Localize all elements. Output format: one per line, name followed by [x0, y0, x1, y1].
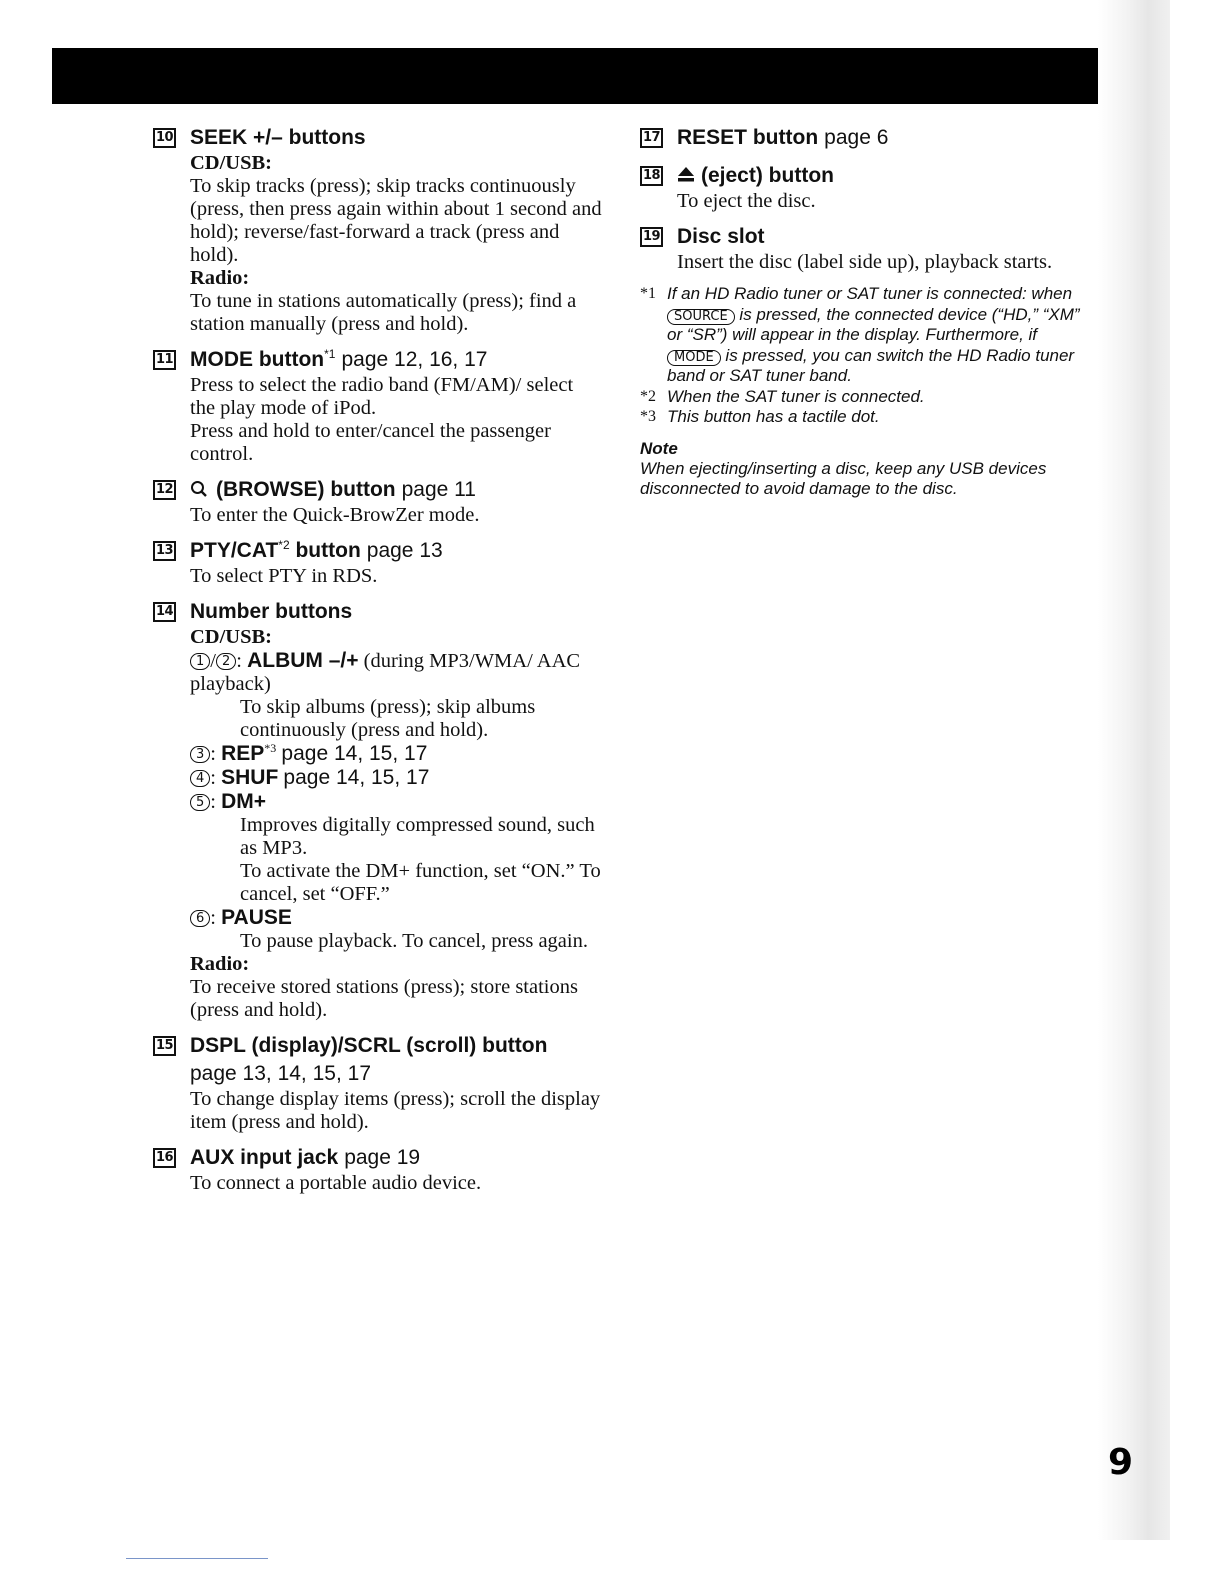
item-title: (eject) button	[701, 164, 834, 187]
item-pty-cat-button	[153, 537, 603, 588]
item-number: 13	[153, 541, 176, 561]
dm-text: To activate the DM+ function, set “ON.” To cancel, set “OFF.”	[240, 860, 601, 905]
eject-icon	[677, 166, 695, 183]
dm-line: 5 : DM+	[190, 790, 603, 814]
header-bar	[52, 48, 1098, 104]
item-number: 19	[640, 227, 663, 247]
radio-text: To tune in stations automatically (press); find a station manually (press and hold).	[190, 290, 577, 335]
page-edge-shading	[1098, 0, 1170, 1540]
item-title: Number buttons	[190, 600, 353, 623]
item-title: RESET button	[677, 126, 819, 149]
item-eject-button	[640, 162, 1085, 213]
item-title: (BROWSE) button	[216, 478, 396, 501]
mode-button-glyph: MODE	[667, 350, 721, 366]
item-title: MODE button	[190, 348, 325, 371]
footnote-2	[640, 387, 1085, 408]
source-button-glyph: SOURCE	[667, 309, 735, 325]
item-number: 16	[153, 1148, 176, 1168]
item-title: Disc slot	[677, 225, 765, 248]
page-ref: page 19	[344, 1146, 421, 1169]
cd-usb-label: CD/USB:	[190, 626, 273, 648]
album-text: (during MP3/WMA/ AAC playback)	[190, 650, 581, 695]
pause-label: PAUSE	[221, 906, 292, 929]
footnote-ref: *3	[264, 741, 277, 755]
shuf-label: SHUF	[221, 766, 279, 789]
item-number-buttons	[153, 598, 603, 1022]
item-seek-buttons	[153, 124, 603, 336]
page-ref: page 11	[401, 478, 476, 501]
search-icon	[190, 480, 208, 498]
page-number: 9	[1108, 1442, 1133, 1483]
item-text: To connect a portable audio device.	[190, 1172, 482, 1194]
item-title-suffix: button	[295, 539, 361, 562]
item-text: To change display items (press); scroll the display item (press and hold).	[190, 1088, 601, 1133]
item-number: 18	[640, 166, 663, 186]
right-column	[640, 124, 1085, 500]
item-disc-slot	[640, 223, 1085, 274]
footnote-text: When the SAT tuner is connected.	[667, 386, 925, 406]
footnote-ref: *2	[278, 538, 290, 552]
item-mode-button	[153, 346, 603, 466]
radio-text: To receive stored stations (press); store stations (press and hold).	[190, 976, 578, 1021]
footnote-ref: *1	[324, 347, 336, 361]
item-number: 14	[153, 602, 176, 622]
item-reset-button	[640, 124, 1085, 152]
pause-line: 6 : PAUSE	[190, 906, 603, 930]
footnote-text: is pressed, the connected device (“HD,” “XM” or “SR”) will appear in the display. Furthermore, if	[667, 304, 1080, 344]
item-browse-button	[153, 476, 603, 527]
page-ref: page 14, 15, 17	[283, 766, 430, 789]
item-text: To eject the disc.	[677, 190, 816, 212]
note-text: When ejecting/inserting a disc, keep any USB devices disconnected to avoid damage to the disc.	[640, 458, 1047, 498]
item-aux-input-jack	[153, 1144, 603, 1195]
item-number: 17	[640, 128, 663, 148]
page-ref: page 13, 14, 15, 17	[190, 1062, 371, 1085]
item-text: To enter the Quick-BrowZer mode.	[190, 504, 480, 526]
key-1: 1	[190, 653, 210, 670]
item-number: 11	[153, 350, 176, 370]
shuf-line: 4 : SHUF page 14, 15, 17	[190, 766, 603, 790]
item-text: Press to select the radio band (FM/AM)/ select the play mode of iPod.	[190, 374, 574, 419]
bottom-rule	[126, 1558, 268, 1559]
item-number: 10	[153, 128, 176, 148]
album-line: 1 / 2 : ALBUM –/+ (during MP3/WMA/ AAC playback)	[190, 649, 581, 695]
footnote-mark: *2	[640, 387, 656, 405]
footnote-text: This button has a tactile dot.	[667, 407, 880, 426]
item-text: To select PTY in RDS.	[190, 565, 378, 587]
rep-line: 3 : REP$^{*3}$ page 14, 15, 17	[190, 742, 603, 766]
item-number: 15	[153, 1036, 176, 1056]
key-2: 2	[216, 653, 236, 670]
album-desc: To skip albums (press); skip albums continuously (press and hold).	[240, 696, 536, 741]
radio-label: Radio:	[190, 953, 250, 975]
left-column	[153, 124, 603, 1205]
cd-usb-label: CD/USB:	[190, 152, 273, 174]
item-title: AUX input jack	[190, 1146, 339, 1169]
page-ref: page 12, 16, 17	[341, 348, 488, 371]
footnote-mark: *3	[640, 408, 656, 425]
pause-text: To pause playback. To cancel, press again.	[240, 930, 588, 952]
item-dspl-scrl-button	[153, 1032, 603, 1134]
footnote-1	[640, 284, 1085, 387]
page-ref: page 6	[824, 126, 889, 149]
key-3: 3	[190, 746, 210, 763]
note-title: Note	[640, 438, 678, 458]
item-title: SEEK +/– buttons	[190, 126, 366, 149]
radio-label: Radio:	[190, 267, 250, 289]
key-4: 4	[190, 770, 210, 787]
key-5: 5	[190, 794, 210, 811]
item-text: Press and hold to enter/cancel the passenger control.	[190, 420, 551, 465]
item-title: DSPL (display)/SCRL (scroll) button	[190, 1034, 548, 1057]
dm-text: Improves digitally compressed sound, such as MP3.	[240, 814, 595, 859]
footnote-text: is pressed, you can switch the HD Radio tuner band or SAT tuner band.	[667, 345, 1075, 385]
page-ref: page 13	[366, 539, 443, 562]
footnote-text: If an HD Radio tuner or SAT tuner is connected: when	[667, 284, 1073, 303]
cd-usb-text: To skip tracks (press); skip tracks continuously (press, then press again within about 1 second and hold); reverse/fast-forward a track (press and hold).	[190, 175, 602, 266]
item-title: PTY/CAT	[190, 539, 279, 562]
dm-label: DM+	[221, 790, 267, 813]
album-label: ALBUM –/+	[247, 649, 359, 672]
page-ref: page 14, 15, 17	[281, 742, 428, 765]
rep-label: REP	[221, 742, 265, 765]
item-number: 12	[153, 480, 176, 500]
footnote-mark: *1	[640, 285, 656, 302]
item-text: Insert the disc (label side up), playback starts.	[677, 251, 1053, 273]
key-6: 6	[190, 910, 210, 927]
footnote-3	[640, 407, 1085, 428]
